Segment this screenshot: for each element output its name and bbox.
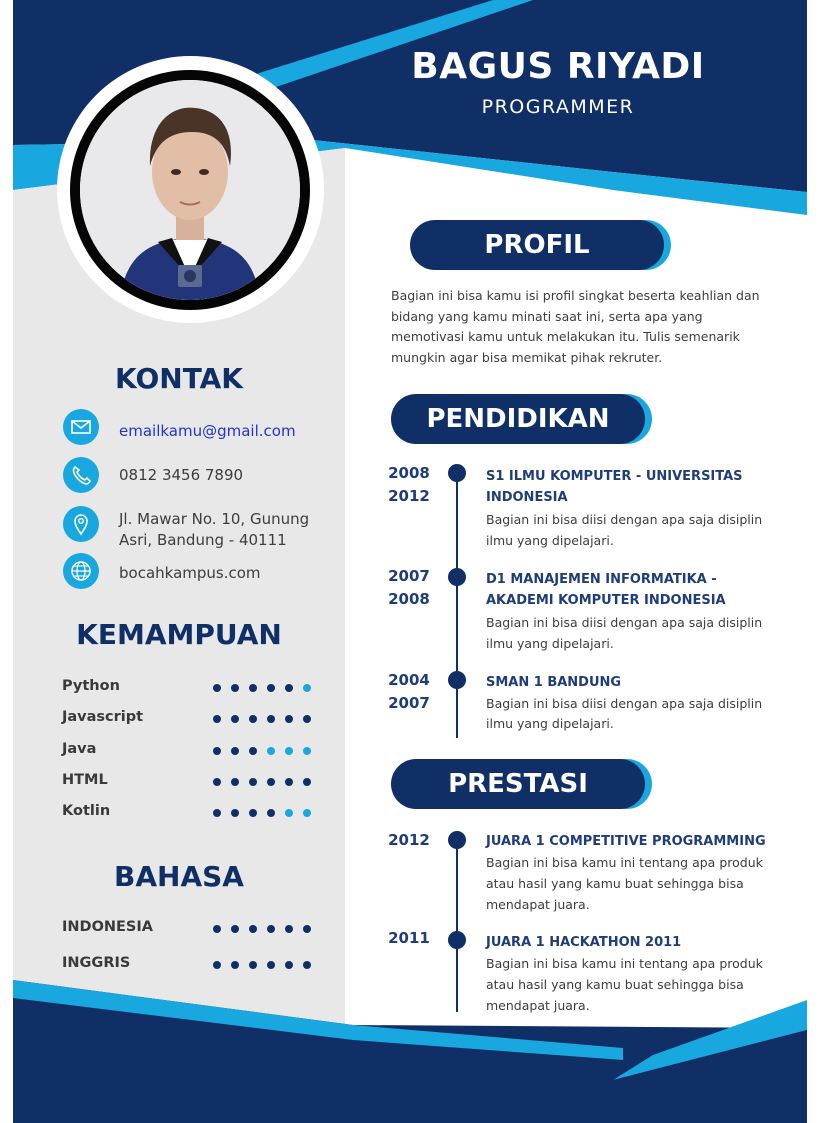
timeline-dot [448,464,466,482]
contact-phone: 0812 3456 7890 [119,466,244,484]
timeline-dot [448,568,466,586]
education-year-start: 2004 [388,671,430,689]
education-year-end: 2008 [388,590,430,608]
rating-dot-empty [303,684,311,692]
achievement-desc-line3: mendapat juara. [486,897,590,912]
timeline-dot [448,831,466,849]
rating-dot-filled [267,961,275,969]
location-icon [63,506,99,542]
rating-dot-empty [303,747,311,755]
achievement-desc-line1: Bagian ini bisa kamu ini tentang apa produk [486,855,763,870]
rating-dot-filled [231,778,239,786]
achievement-desc-line3: mendapat juara. [486,998,590,1013]
education-desc-line1: Bagian ini bisa diisi dengan apa saja disiplin [486,512,763,527]
education-year-start: 2008 [388,464,430,482]
timeline-dot [448,931,466,949]
contact-address-line1: Jl. Mawar No. 10, Gunung [119,510,310,528]
rating-dot-filled [213,747,221,755]
rating-dot-filled [285,778,293,786]
achievements-title: PRESTASI [391,759,645,809]
achievement-title: JUARA 1 HACKATHON 2011 [486,935,682,950]
rating-dot-filled [213,778,221,786]
phone-icon [63,457,99,493]
rating-dot-filled [249,684,257,692]
contact-website[interactable]: bocahkampus.com [119,564,261,582]
candidate-name: BAGUS RIYADI [411,46,705,87]
rating-dot-filled [249,961,257,969]
person-portrait-icon [80,80,300,300]
rating-label: Kotlin [62,803,111,820]
resume-page [13,0,807,1123]
rating-dot-filled [267,684,275,692]
achievement-desc-line2: atau hasil yang kamu buat sehingga bisa [486,977,744,992]
education-desc-line2: ilmu yang dipelajari. [486,636,614,651]
contact-title: KONTAK [115,362,243,395]
profile-title: PROFIL [410,220,664,270]
education-desc-line1: Bagian ini bisa diisi dengan apa saja disiplin [486,615,763,630]
rating-dot-filled [231,961,239,969]
timeline-dot [448,671,466,689]
education-timeline-line [456,473,458,738]
education-title-line1: S1 ILMU KOMPUTER - UNIVERSITAS [486,469,743,484]
achievement-title: JUARA 1 COMPETITIVE PROGRAMMING [486,834,766,849]
rating-label: INGGRIS [62,955,131,971]
rating-label: Javascript [62,709,144,726]
rating-dot-filled [303,925,311,933]
education-title-line1: D1 MANAJEMEN INFORMATIKA - [486,572,717,587]
achievements-timeline-line [456,838,458,1012]
candidate-role: PROGRAMMER [481,96,635,118]
education-title-line2: INDONESIA [486,490,568,505]
education-title-line2: AKADEMI KOMPUTER INDONESIA [486,593,726,608]
rating-dot-filled [267,778,275,786]
achievement-year: 2012 [388,831,430,849]
education-year-end: 2012 [388,487,430,505]
rating-dot-empty [267,747,275,755]
rating-label: INDONESIA [62,919,153,935]
rating-dot-filled [231,925,239,933]
rating-label: HTML [62,771,108,788]
rating-dot-filled [285,684,293,692]
education-year-end: 2007 [388,694,430,712]
rating-dot-filled [267,925,275,933]
education-desc-line2: ilmu yang dipelajari. [486,533,614,548]
education-year-start: 2007 [388,567,430,585]
mail-icon [63,409,99,445]
rating-dot-filled [303,778,311,786]
rating-dot-filled [231,684,239,692]
rating-dot-filled [285,961,293,969]
rating-dot-filled [213,961,221,969]
languages-title: BAHASA [114,860,244,893]
rating-label: Python [62,678,120,694]
education-title-line1: SMAN 1 BANDUNG [486,675,622,690]
rating-dot-filled [213,684,221,692]
profile-text: Bagian ini bisa kamu isi profil singkat beserta keahlian dan bidang yang kamu minati saat ini, serta apa yang memotivasi kamu untuk melakukan itu. Tulis semenarik mungkin agar bisa memikat pihak rekruter. [391,288,760,365]
rating-label: Java [62,740,97,757]
rating-dot-filled [249,747,257,755]
contact-address-line2: Asri, Bandung - 40111 [119,531,287,549]
education-title: PENDIDIKAN [391,394,645,444]
rating-dot-filled [213,925,221,933]
rating-dot-filled [231,747,239,755]
education-desc-line1: Bagian ini bisa diisi dengan apa saja disiplin [486,696,763,711]
education-desc-line2: ilmu yang dipelajari. [486,716,614,731]
rating-dot-filled [285,925,293,933]
globe-icon [63,553,99,589]
achievement-desc-line2: atau hasil yang kamu buat sehingga bisa [486,876,744,891]
profile-photo [70,70,310,310]
achievement-year: 2011 [388,929,430,947]
rating-dot-filled [249,925,257,933]
achievement-desc-line1: Bagian ini bisa kamu ini tentang apa produk [486,956,763,971]
skills-title: KEMAMPUAN [76,618,282,651]
contact-email[interactable]: emailkamu@gmail.com [119,422,296,440]
rating-dot-filled [303,961,311,969]
rating-dot-empty [285,747,293,755]
rating-dot-filled [249,778,257,786]
